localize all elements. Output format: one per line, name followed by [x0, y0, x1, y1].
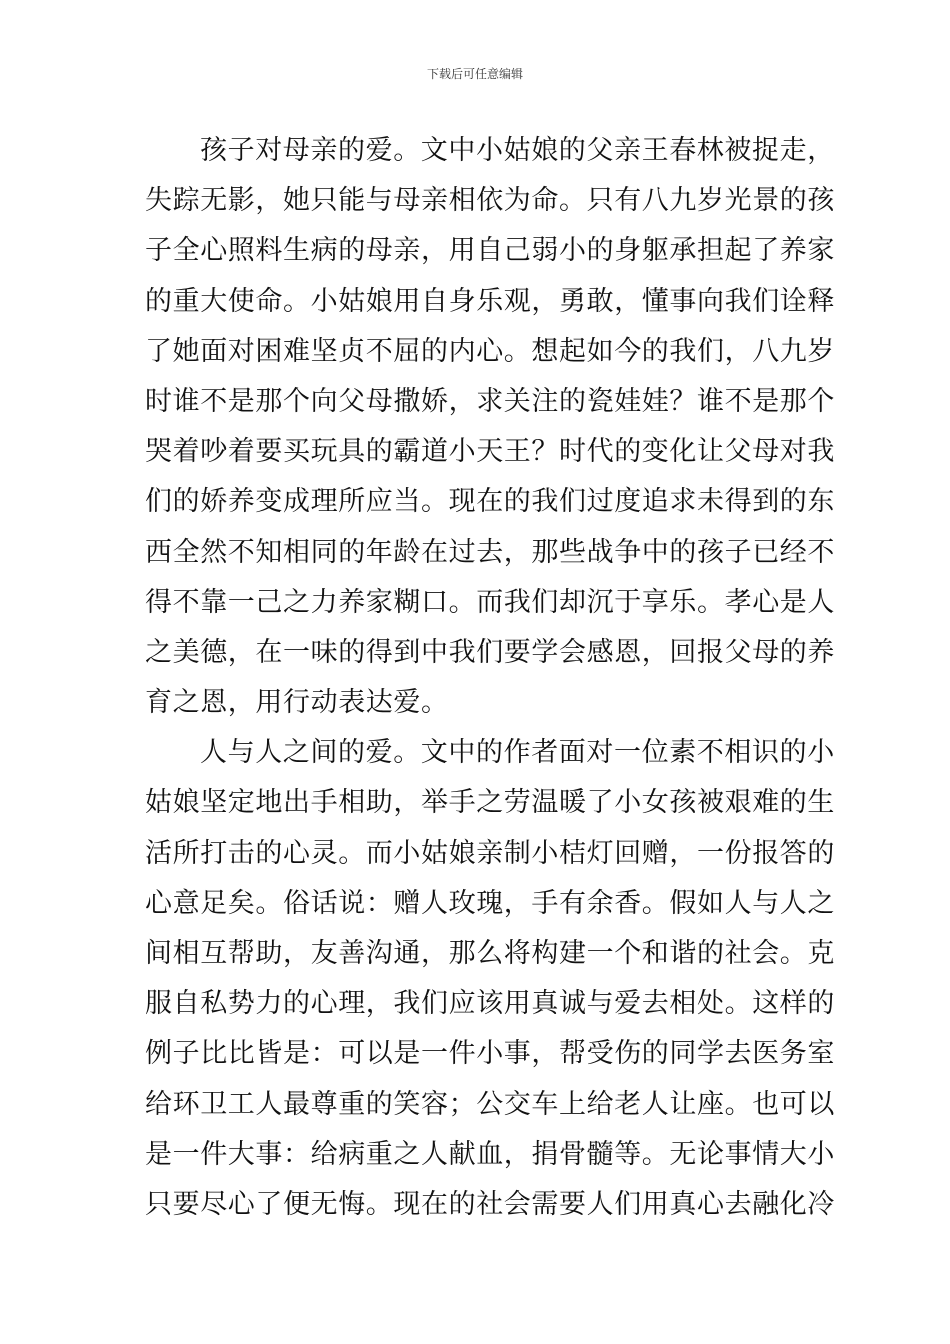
text-line: 之美德，在一味的得到中我们要学会感恩，回报父母的养	[145, 636, 835, 668]
text-line: 时谁不是那个向父母撒娇，求关注的瓷娃娃？谁不是那个	[145, 385, 835, 417]
paragraph-2	[145, 728, 835, 1230]
text-line: 得不靠一己之力养家糊口。而我们却沉于享乐。孝心是人	[145, 586, 835, 618]
text-line: 间相互帮助，友善沟通，那么将构建一个和谐的社会。克	[145, 938, 835, 969]
text-line: 人与人之间的爱。文中的作者面对一位素不相识的小	[200, 737, 835, 769]
document-body	[145, 126, 835, 1230]
text-line: 哭着吵着要买玩具的霸道小天王？时代的变化让父母对我	[145, 436, 835, 468]
text-line: 给环卫工人最尊重的笑容；公交车上给老人让座。也可以	[145, 1088, 835, 1120]
paragraph-1	[145, 126, 835, 728]
text-line: 例子比比皆是：可以是一件小事，帮受伤的同学去医务室	[145, 1038, 835, 1070]
text-line: 西全然不知相同的年龄在过去，那些战争中的孩子已经不	[145, 536, 835, 568]
text-line: 姑娘坚定地出手相助，举手之劳温暖了小女孩被艰难的生	[145, 787, 835, 819]
text-line: 心意足矣。俗话说：赠人玫瑰，手有余香。假如人与人之	[145, 887, 835, 919]
text-line: 孩子对母亲的爱。文中小姑娘的父亲王春林被捉走，	[200, 135, 835, 166]
text-line: 了她面对困难坚贞不屈的内心。想起如今的我们，八九岁	[145, 335, 835, 367]
text-line: 活所打击的心灵。而小姑娘亲制小桔灯回赠，一份报答的	[145, 837, 835, 869]
text-line: 只要尽心了便无悔。现在的社会需要人们用真心去融化冷	[145, 1188, 835, 1220]
text-line: 育之恩，用行动表达爱。	[145, 687, 449, 719]
text-line: 是一件大事：给病重之人献血，捐骨髓等。无论事情大小	[145, 1138, 835, 1170]
text-line: 的重大使命。小姑娘用自身乐观，勇敢，懂事向我们诠释	[145, 285, 835, 317]
text-line: 失踪无影，她只能与母亲相依为命。只有八九岁光景的孩	[145, 185, 835, 217]
text-line: 子全心照料生病的母亲，用自己弱小的身躯承担起了养家	[145, 235, 835, 267]
text-line: 们的娇养变成理所应当。现在的我们过度追求未得到的东	[145, 486, 835, 518]
page-header: 下载后可任意编辑	[426, 67, 523, 81]
text-line: 服自私势力的心理，我们应该用真诚与爱去相处。这样的	[145, 988, 835, 1020]
